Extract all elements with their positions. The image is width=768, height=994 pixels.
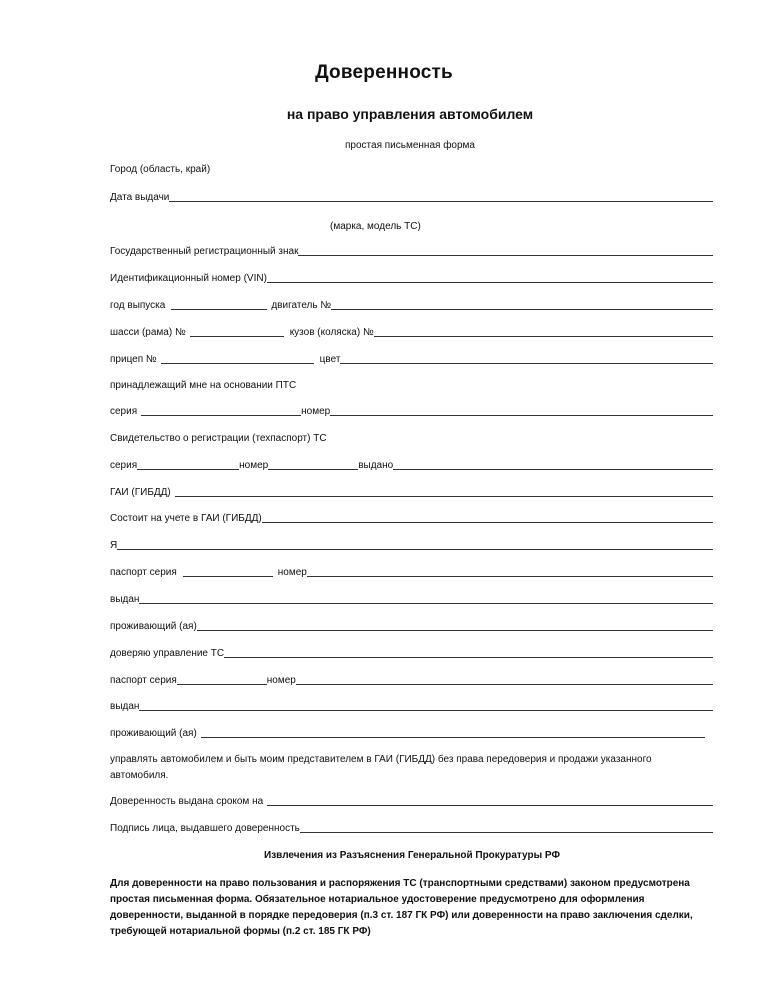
issued1-field[interactable] [139, 603, 713, 604]
reg-sign-label: Государственный регистрационный знак [110, 246, 299, 257]
engine-field[interactable] [331, 309, 713, 310]
gai-label: ГАИ (ГИБДД) [110, 487, 171, 498]
passport1-series-field[interactable] [183, 576, 273, 577]
issued2-label: выдан [110, 701, 140, 712]
entrust-label: доверяю управление ТС [110, 648, 225, 659]
owned-row [110, 378, 713, 392]
form-type-note: простая письменная форма [345, 140, 475, 151]
date-field[interactable] [169, 201, 713, 202]
reg-sign-field[interactable] [298, 255, 713, 256]
year-label: год выпуска [110, 300, 166, 311]
pts-series-field[interactable] [141, 415, 301, 416]
term-label: Доверенность выдана сроком на [110, 796, 264, 807]
residing1-field[interactable] [197, 630, 713, 631]
cert-series-field[interactable] [137, 469, 239, 470]
reg-cert-row [110, 431, 713, 445]
passport1-row [110, 565, 713, 579]
residing1-row [110, 619, 713, 633]
residing2-field[interactable] [201, 737, 705, 738]
passport2-number-label: номер [266, 675, 296, 686]
city-label: Город (область, край) [110, 164, 211, 175]
color-label: цвет [319, 354, 341, 365]
extract-heading: Извлечения из Разъяснения Генеральной Прокуратуры РФ [264, 850, 560, 861]
i-row [110, 538, 713, 552]
issued1-label: выдан [110, 594, 140, 605]
signature-field[interactable] [300, 832, 713, 833]
make-model-note: (марка, модель ТС) [330, 221, 421, 232]
issued2-row [110, 699, 713, 713]
cert-number-label: номер [239, 460, 269, 471]
engine-label: двигатель № [271, 300, 332, 311]
signature-label: Подпись лица, выдавшего доверенность [110, 823, 300, 834]
passport1-number-label: номер [277, 567, 307, 578]
chassis-label: шасси (рама) № [110, 327, 186, 338]
issued2-field[interactable] [139, 710, 713, 711]
passport2-label: паспорт серия [110, 675, 177, 686]
trailer-color-row [110, 352, 713, 366]
gai-row [110, 485, 713, 499]
cert-series-label: серия [110, 460, 138, 471]
i-name-field[interactable] [117, 549, 713, 550]
trailer-field[interactable] [161, 363, 314, 364]
passport2-row [110, 673, 713, 687]
pts-number-field[interactable] [330, 415, 713, 416]
color-field[interactable] [340, 363, 713, 364]
pts-row [110, 404, 713, 418]
passport2-number-field[interactable] [296, 684, 713, 685]
cert-number-field[interactable] [268, 469, 358, 470]
trailer-label: прицеп № [110, 354, 157, 365]
issued1-row [110, 592, 713, 606]
cert-issued-label: выдано [358, 460, 394, 471]
entrust-field[interactable] [224, 657, 713, 658]
year-field[interactable] [171, 309, 267, 310]
authority-text: управлять автомобилем и быть моим представителем в ГАИ (ГИБДД) без права передоверия и продажи указанного автомобиля. [110, 754, 652, 781]
reg-cert-label: Свидетельство о регистрации (техпаспорт) ТС [110, 433, 327, 444]
reg-sign-row [110, 244, 713, 258]
registered-field[interactable] [262, 522, 713, 523]
term-field[interactable] [267, 805, 713, 806]
city-row [110, 162, 713, 176]
gai-field[interactable] [175, 496, 713, 497]
passport1-number-field[interactable] [307, 576, 713, 577]
extract-text: Для доверенности на право пользования и распоряжения ТС (транспортными средствами) законом предусмотрена простая письменная форма. Обязательное нотариальное удостоверение предусмотрено для оформления доверенности, выданной в порядке передоверия (п.3 ст. 187 ГК РФ) или доверенности на право заключения сделки, требующей нотариальной формы (п.2 ст. 185 ГК РФ) [110, 878, 693, 937]
cert-row [110, 458, 713, 472]
body-label: кузов (коляска) № [289, 327, 374, 338]
entrust-row [110, 646, 713, 660]
residing1-label: проживающий (ая) [110, 621, 197, 632]
owned-label: принадлежащий мне на основании ПТС [110, 380, 297, 391]
term-row [110, 794, 713, 808]
passport1-label: паспорт серия [110, 567, 177, 578]
chassis-field[interactable] [190, 336, 284, 337]
date-row [110, 190, 713, 204]
residing2-row [110, 726, 713, 740]
residing2-label: проживающий (ая) [110, 728, 197, 739]
vin-label: Идентификационный номер (VIN) [110, 273, 267, 284]
cert-issued-field[interactable] [393, 469, 713, 470]
document-title: Доверенность [315, 62, 453, 83]
passport2-series-field[interactable] [177, 684, 267, 685]
registered-row [110, 511, 713, 525]
signature-row [110, 821, 713, 835]
year-engine-row [110, 298, 713, 312]
pts-number-label: номер [301, 406, 331, 417]
date-label: Дата выдачи [110, 192, 170, 203]
chassis-body-row [110, 325, 713, 339]
body-field[interactable] [374, 336, 713, 337]
document-subtitle: на право управления автомобилем [286, 106, 534, 122]
pts-series-label: серия [110, 406, 138, 417]
vin-field[interactable] [267, 282, 713, 283]
vin-row [110, 271, 713, 285]
i-label: Я [110, 540, 118, 551]
registered-label: Состоит на учете в ГАИ (ГИБДД) [110, 513, 262, 524]
